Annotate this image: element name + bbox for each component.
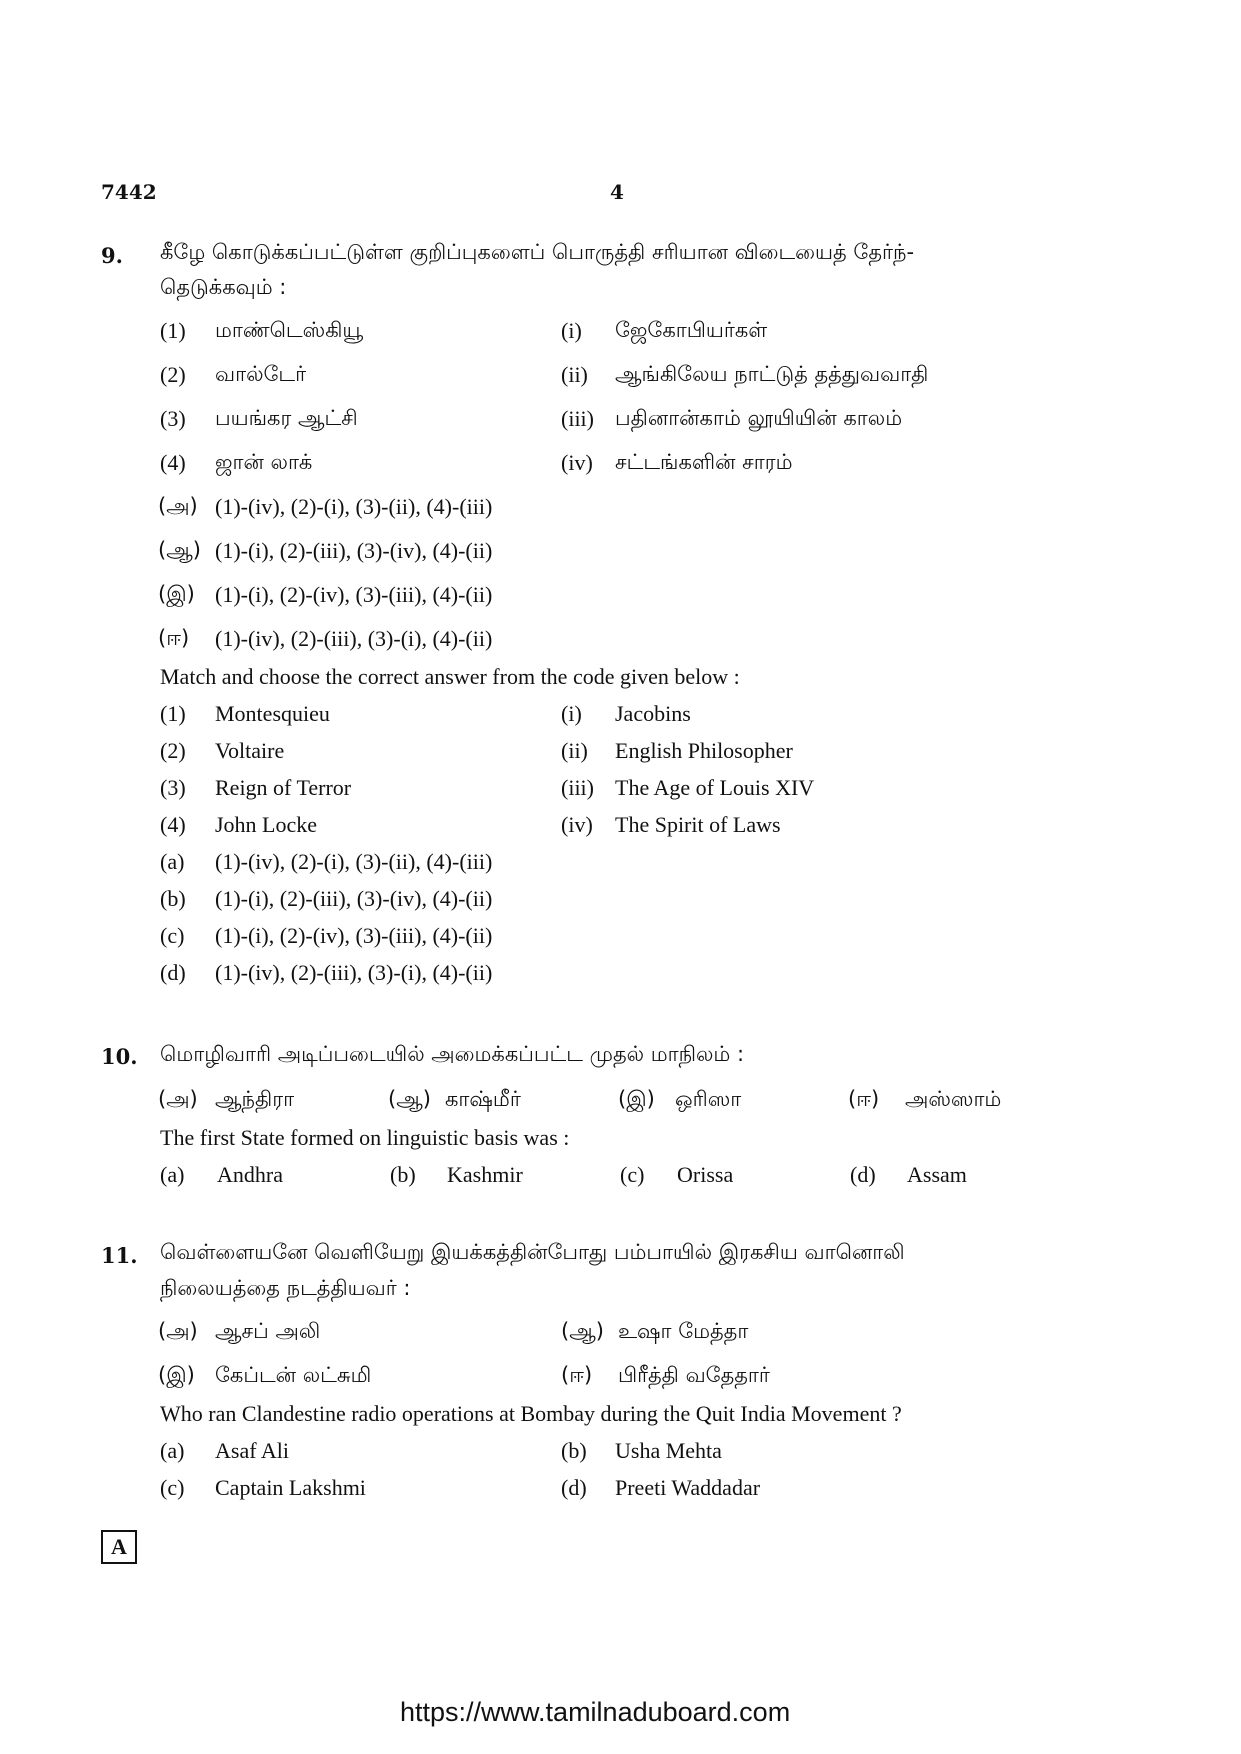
option-label: (b)	[390, 1162, 416, 1187]
question-text-english: Match and choose the correct answer from the code given below :	[160, 664, 740, 689]
option-label: (c)	[160, 1475, 185, 1500]
question-text-tamil: வெள்ளையனே வெளியேறு இயக்கத்தின்போது பம்பாயில் இரகசிய வானொலி	[160, 1240, 905, 1264]
option-text: (1)-(iv), (2)-(i), (3)-(ii), (4)-(iii)	[215, 849, 493, 874]
question-text-tamil: மொழிவாரி அடிப்படையில் அமைக்கப்பட்ட முதல் மாநிலம் :	[160, 1042, 745, 1066]
item-number: (3)	[160, 406, 186, 431]
match-right-item: The Age of Louis XIV	[615, 775, 815, 800]
option-text: கேப்டன் லட்சுமி	[215, 1363, 372, 1387]
footer-url[interactable]: https://www.tamilnaduboard.com	[400, 1697, 791, 1727]
match-left-item: மாண்டெஸ்கியூ	[215, 318, 364, 342]
option-label: (ஆ)	[388, 1087, 431, 1111]
option-text: (1)-(i), (2)-(iv), (3)-(iii), (4)-(ii)	[215, 923, 493, 948]
option-text: ஒரிஸா	[675, 1087, 742, 1111]
option-label: (a)	[160, 849, 185, 874]
option-text: (1)-(iv), (2)-(iii), (3)-(i), (4)-(ii)	[215, 960, 493, 985]
option-text: ஆந்திரா	[215, 1087, 295, 1111]
option-text: Usha Mehta	[615, 1438, 722, 1463]
item-roman: (iv)	[561, 450, 593, 475]
option-label: (ஆ)	[158, 538, 201, 562]
option-text: Andhra	[217, 1162, 283, 1187]
match-left-item: Montesquieu	[215, 701, 330, 726]
option-label: (c)	[620, 1162, 645, 1187]
question-text-tamil: கீழே கொடுக்கப்பட்டுள்ள குறிப்புகளைப் பொருத்தி சரியான விடையைத் தேர்ந்-	[160, 240, 915, 264]
question-text-english: Who ran Clandestine radio operations at Bombay during the Quit India Movement ?	[160, 1401, 902, 1426]
option-label: (ஈ)	[158, 626, 190, 650]
match-left-item: Voltaire	[215, 738, 285, 763]
option-text: (1)-(iv), (2)-(i), (3)-(ii), (4)-(iii)	[215, 494, 493, 519]
match-left-item: Reign of Terror	[215, 775, 352, 800]
match-right-item: The Spirit of Laws	[615, 812, 781, 837]
option-label: (அ)	[158, 494, 198, 518]
option-text: Orissa	[677, 1162, 734, 1187]
item-number: (2)	[160, 738, 186, 763]
item-number: (4)	[160, 812, 186, 837]
item-number: (1)	[160, 318, 186, 343]
match-right-item: English Philosopher	[615, 738, 793, 763]
item-number: (4)	[160, 450, 186, 475]
item-number: (2)	[160, 362, 186, 387]
option-label: (a)	[160, 1162, 185, 1187]
option-label: (ஈ)	[561, 1363, 593, 1387]
option-text: (1)-(i), (2)-(iii), (3)-(iv), (4)-(ii)	[215, 538, 493, 563]
option-label: (இ)	[158, 582, 195, 606]
option-label: (ஆ)	[561, 1319, 604, 1343]
question-number: 10.	[101, 1044, 138, 1069]
match-left-item: ஜான் லாக்	[215, 450, 313, 474]
option-label: (d)	[850, 1162, 876, 1187]
option-text: (1)-(i), (2)-(iv), (3)-(iii), (4)-(ii)	[215, 582, 493, 607]
paper-code: 7442	[101, 180, 157, 204]
option-text: Kashmir	[447, 1162, 523, 1187]
page-number: 4	[610, 180, 624, 204]
option-text: காஷ்மீர்	[445, 1087, 521, 1111]
item-number: (1)	[160, 701, 186, 726]
option-label: (a)	[160, 1438, 185, 1463]
match-right-item: ஆங்கிலேய நாட்டுத் தத்துவவாதி	[615, 362, 929, 386]
question-number: 11.	[101, 1243, 138, 1268]
question-text-tamil: நிலையத்தை நடத்தியவர் :	[160, 1276, 411, 1300]
match-right-item: Jacobins	[615, 701, 691, 726]
item-roman: (i)	[561, 701, 582, 726]
option-label: (d)	[561, 1475, 587, 1500]
option-text: Captain Lakshmi	[215, 1475, 366, 1500]
option-text: உஷா மேத்தா	[618, 1319, 749, 1343]
match-right-item: ஜேகோபியர்கள்	[615, 318, 768, 342]
question-number: 9.	[101, 243, 123, 268]
item-roman: (iii)	[561, 406, 594, 431]
option-label: (c)	[160, 923, 185, 948]
option-text: பிரீத்தி வதேதார்	[618, 1363, 770, 1387]
question-text-english: The first State formed on linguistic basis was :	[160, 1125, 570, 1150]
option-label: (b)	[160, 886, 186, 911]
item-roman: (ii)	[561, 362, 588, 387]
option-text: ஆசப் அலி	[215, 1319, 321, 1343]
item-roman: (ii)	[561, 738, 588, 763]
match-right-item: சட்டங்களின் சாரம்	[615, 450, 793, 474]
option-label: (அ)	[158, 1087, 198, 1111]
option-text: Assam	[907, 1162, 967, 1187]
option-label: (d)	[160, 960, 186, 985]
match-left-item: பயங்கர ஆட்சி	[215, 406, 358, 430]
question-text-tamil: தெடுக்கவும் :	[160, 275, 287, 299]
item-roman: (iv)	[561, 812, 593, 837]
option-label: (இ)	[158, 1363, 195, 1387]
option-label: (அ)	[158, 1319, 198, 1343]
version-letter-box: A	[101, 1530, 137, 1564]
match-right-item: பதினான்காம் லூயியின் காலம்	[615, 406, 903, 430]
match-left-item: வால்டேர்	[215, 362, 307, 386]
option-label: (ஈ)	[848, 1087, 880, 1111]
option-label: (இ)	[618, 1087, 655, 1111]
option-text: (1)-(iv), (2)-(iii), (3)-(i), (4)-(ii)	[215, 626, 493, 651]
option-text: (1)-(i), (2)-(iii), (3)-(iv), (4)-(ii)	[215, 886, 493, 911]
item-number: (3)	[160, 775, 186, 800]
item-roman: (i)	[561, 318, 582, 343]
option-label: (b)	[561, 1438, 587, 1463]
option-text: அஸ்ஸாம்	[905, 1087, 1002, 1111]
item-roman: (iii)	[561, 775, 594, 800]
match-left-item: John Locke	[215, 812, 318, 837]
option-text: Preeti Waddadar	[615, 1475, 761, 1500]
option-text: Asaf Ali	[215, 1438, 289, 1463]
